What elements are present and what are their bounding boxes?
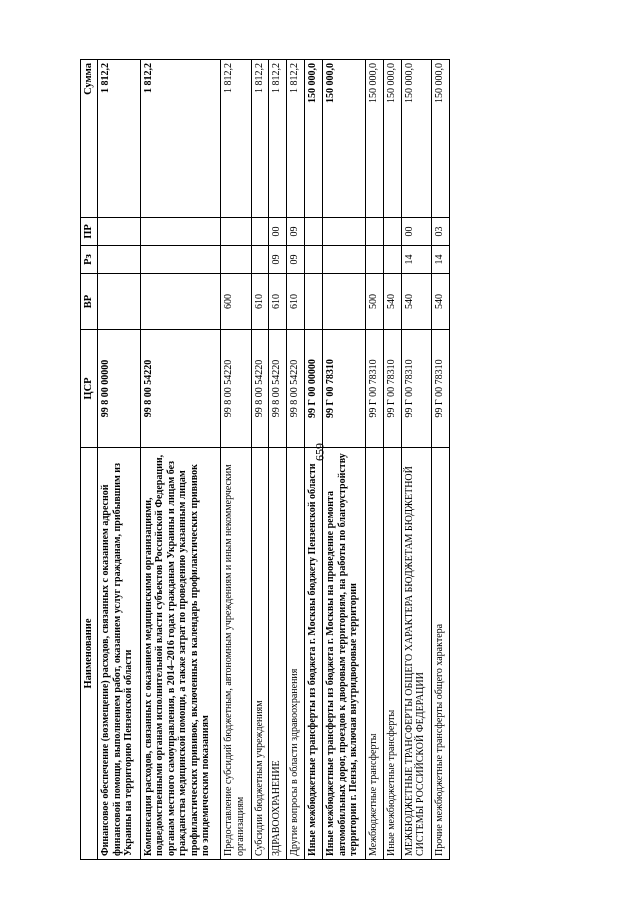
table-header-row [81,60,98,860]
cell-csr: 99 8 00 00000 [98,330,141,448]
cell-rz: 09 [287,246,305,274]
cell-csr: 99 Г 00 78310 [383,330,401,448]
cell-pr [251,218,269,246]
cell-pr [221,218,251,246]
cell-csr: 99 Г 00 78310 [432,330,450,448]
cell-name: ЗДРАВООХРАНЕНИЕ [269,448,287,860]
cell-pr: 00 [269,218,287,246]
cell-pr [98,218,141,246]
cell-sum: 150 000,0 [305,60,323,218]
cell-pr: 09 [287,218,305,246]
cell-vr [305,274,323,330]
cell-csr: 99 8 00 54220 [287,330,305,448]
cell-vr: 540 [383,274,401,330]
cell-vr: 610 [251,274,269,330]
cell-sum: 150 000,0 [432,60,450,218]
cell-rz [383,246,401,274]
cell-rz [365,246,383,274]
cell-sum: 1 812,2 [251,60,269,218]
cell-sum: 150 000,0 [323,60,366,218]
cell-vr: 600 [221,274,251,330]
rotated-page-content [80,60,450,860]
cell-name: Иные межбюджетные трансферты из бюджета г. Москвы бюджету Пензенской области [305,448,323,860]
cell-name: Прочие межбюджетные трансферты общего характера [432,448,450,860]
table-row [221,60,251,860]
cell-sum: 1 812,2 [140,60,220,218]
table-row [401,60,431,860]
page-number: 659 [312,443,327,461]
cell-sum: 150 000,0 [401,60,431,218]
cell-name: МЕЖБЮДЖЕТНЫЕ ТРАНСФЕРТЫ ОБЩЕГО ХАРАКТЕРА БЮДЖЕТАМ БЮДЖЕТНОЙ СИСТЕМЫ РОССИЙСКОЙ ФЕДЕРАЦИИ [401,448,431,860]
budget-table [80,59,450,860]
header-vr: ВР [81,274,98,330]
cell-vr: 610 [287,274,305,330]
table-row [383,60,401,860]
cell-pr: 00 [401,218,431,246]
cell-name: Финансовое обеспечение (возмещение) расходов, связанных с оказанием адресной финансовой помощи, выполнением работ, оказанием услуг гражданам, прибывшим из Украины на территорию Пензенской области [98,448,141,860]
cell-csr: 99 8 00 54220 [221,330,251,448]
cell-sum: 1 812,2 [98,60,141,218]
table-row [365,60,383,860]
cell-vr: 610 [269,274,287,330]
header-name: Наименование [81,448,98,860]
cell-vr: 500 [365,274,383,330]
cell-name: Иные межбюджетные трансферты из бюджета г. Москвы на проведение ремонта автомобильных дорог, проездов к дворовым территориям, на работы по благоустройству территории г. Пензы, включая внутридворовые территории [323,448,366,860]
cell-vr: 540 [401,274,431,330]
cell-sum: 150 000,0 [383,60,401,218]
table-body [98,60,450,860]
cell-vr [323,274,366,330]
cell-name: Субсидии бюджетным учреждениям [251,448,269,860]
cell-csr: 99 8 00 54220 [140,330,220,448]
header-rz: Рз [81,246,98,274]
cell-name: Межбюджетные трансферты [365,448,383,860]
cell-name: Компенсация расходов, связанных с оказанием медицинскими организациями, подведомственными органам исполнительной власти субъектов Российской Федерации, органам местного самоуправления, в 2014–2016 годах гражданам Украины и лицам без гражданства медицинской помощи, а также затрат по проведению указанным лицам профилактических прививок, включенных в календарь профилактических прививок по эпидемическим показаниям [140,448,220,860]
table-row [305,60,323,860]
cell-csr: 99 Г 00 78310 [323,330,366,448]
header-sum: Сумма [81,60,98,218]
table-row [140,60,220,860]
cell-rz [323,246,366,274]
cell-sum: 1 812,2 [221,60,251,218]
cell-sum: 150 000,0 [365,60,383,218]
cell-pr [365,218,383,246]
cell-pr [323,218,366,246]
cell-rz [251,246,269,274]
cell-csr: 99 Г 00 00000 [305,330,323,448]
cell-sum: 1 812,2 [269,60,287,218]
cell-name: Предоставление субсидий бюджетным, автономным учреждениям и иным некоммерческим организациям [221,448,251,860]
cell-csr: 99 8 00 54220 [251,330,269,448]
table-row [323,60,366,860]
cell-csr: 99 8 00 54220 [269,330,287,448]
cell-rz [140,246,220,274]
cell-vr [98,274,141,330]
header-pr: ПР [81,218,98,246]
cell-rz: 14 [401,246,431,274]
table-row [251,60,269,860]
table-row [269,60,287,860]
table-row [98,60,141,860]
cell-pr [383,218,401,246]
table-row [432,60,450,860]
cell-rz [98,246,141,274]
cell-vr: 540 [432,274,450,330]
cell-vr [140,274,220,330]
cell-rz [221,246,251,274]
cell-csr: 99 Г 00 78310 [401,330,431,448]
table-row [287,60,305,860]
cell-pr: 03 [432,218,450,246]
header-csr: ЦСР [81,330,98,448]
cell-rz [305,246,323,274]
cell-name: Иные межбюджетные трансферты [383,448,401,860]
cell-sum: 1 812,2 [287,60,305,218]
cell-rz: 14 [432,246,450,274]
cell-name: Другие вопросы в области здравоохранения [287,448,305,860]
cell-rz: 09 [269,246,287,274]
cell-csr: 99 Г 00 78310 [365,330,383,448]
cell-pr [140,218,220,246]
cell-pr [305,218,323,246]
